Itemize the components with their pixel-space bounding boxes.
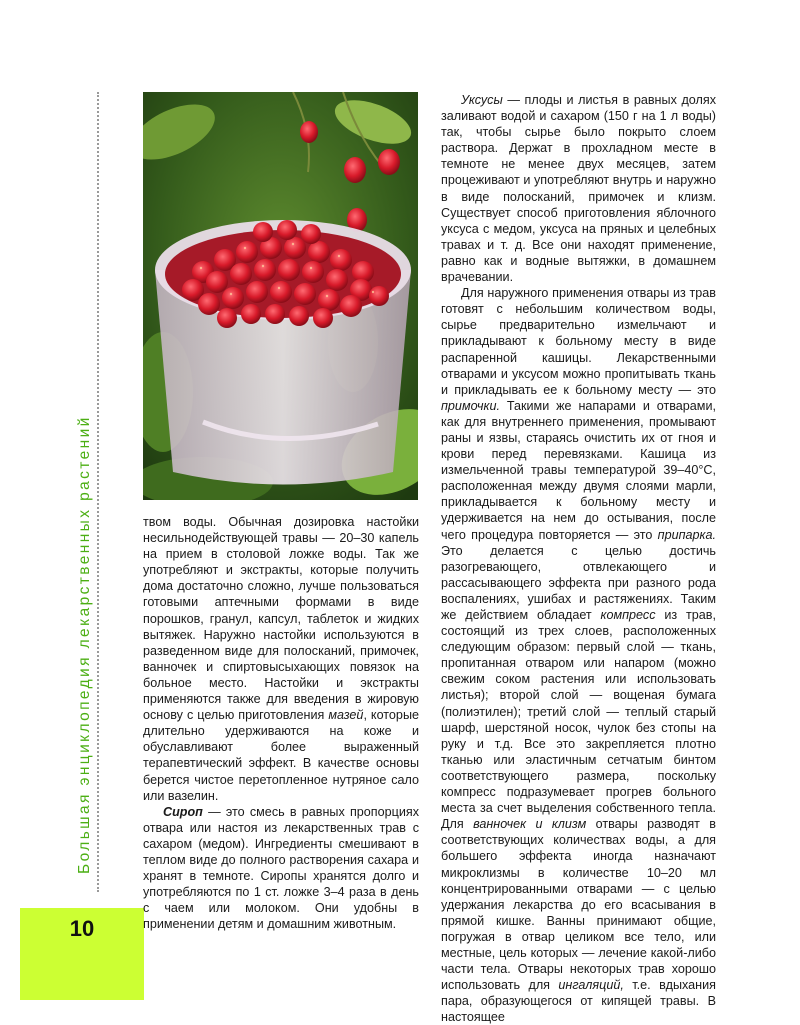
- strawberry-bucket-photo: [143, 92, 418, 500]
- paragraph-external-use: Для наружного применения отвары из трав готовят с небольшим количеством воды, сырье предварительно измельчают и прикладывают к больному месту в виде распаренной кашицы. Лекарственными отварами и уксусом можно пропитывать ткань и прикладывать ее к больному месту — это примочки. Такими же напарами и отварами, как для внутреннего применения, промывают раны и язвы, стараясь очистить их от гноя и крови перед перевязками. Кашица из измельченной травы температурой 39–40°С, расположенная между двумя слоями марли, прикладывается к больному месту и удерживается на нем до остывания, после чего процедура повторяется — это припарка. Это делается с целью достичь разогревающего, отвлекающего и рассасывающего эффекта при разного рода воспалениях, ушибах и растяжениях. Таким же действием обладает компресс из трав, состоящий из трех слоев, расположенных следующим образом: первый слой — ткань, пропитанная отваром или напаром (можно свежим соком растения или использовать листья); второй слой — вощеная бумага (полиэтилен); третий слой — теплый старый шарф, шерстяной носок, чулок без стопы на руку и т.д. Все это закрепляется плотно тканью или эластичным сетчатым бинтом соответствующего размера, поскольку компресс подразумевает прогрев больного места за счет выделения собственного тепла. Для ванночек и клизм отвары разводят в соответствующих количествах воды, а для большего эффекта иногда назначают микроклизмы в количестве 10–20 мл концентрированными отварами — с целью удержания лекарства до его всасывания в прямой кишке. Ванны принимают общие, погружая в отвар целиком все тело, или местные, цель которых — лечение какой-либо части тела. Отвары некоторых трав хорошо использовать для ингаляций, т.е. вдыхания пара, образующегося от кипящей травы. В настоящее: [441, 286, 716, 1025]
- text-column-right: [441, 92, 716, 1025]
- paragraph-vinegars: Уксусы — плоды и листья в равных долях заливают водой и сахаром (150 г на 1 л воды) так, чтобы сырье было покрыто слоем раствора. Держат в прохладном месте в темноте не менее двух месяцев, затем процеживают и употребляют внутрь и наружно в виде полосканий, примочек и клизм. Существует способ приготовления яблочного уксуса с медом, уксуса на пряных и целебных травах и т. д. Все они находят применение, равно как и водные вытяжки, в домашнем врачевании.: [441, 93, 716, 285]
- page-number-box: [20, 908, 144, 1000]
- paragraph-syrup: Сироп — это смесь в равных пропорциях отвара или настоя из лекарственных трав с сахаром (медом). Ингредиенты смешивают в теплом виде до полного растворения сахара и хранят в темноте. Сиропы хранятся долго и употребляются по 1 ст. ложке 3–4 раза в день с чаем или молоком. Они удобны в применении детям и домашним животным.: [143, 804, 419, 932]
- vertical-dotted-rule: [97, 92, 99, 892]
- paragraph: твом воды. Обычная дозировка настойки несильнодействующей травы — 20–30 капель на прием в столовой ложке воды. Так же употребляют и экстракты, которые получить дома достаточно сложно, лучше пользоваться готовыми аптечными формами в виде порошков, гранул, капсул, таблеток и жидких вытяжек. Наружно настойки используются в разведенном виде для полосканий, примочек, ванночек и спиртовысыхающих повязок на больное место. Настойки и экстракты применяются также для введения в жировую основу с целью приготовления мазей, которые длительно удерживаются на коже и обуславливают более выраженный терапевтический эффект. В качестве основы берется чистое перетопленное нутряное сало или вазелин.: [143, 515, 419, 803]
- book-title-vertical: Большая энциклопедия лекарственных растений: [76, 415, 93, 874]
- term-vinegars: Уксусы: [461, 93, 503, 107]
- term-syrup: Сироп: [163, 804, 203, 819]
- page-number: 10: [69, 916, 95, 941]
- text-column-left: [143, 514, 419, 932]
